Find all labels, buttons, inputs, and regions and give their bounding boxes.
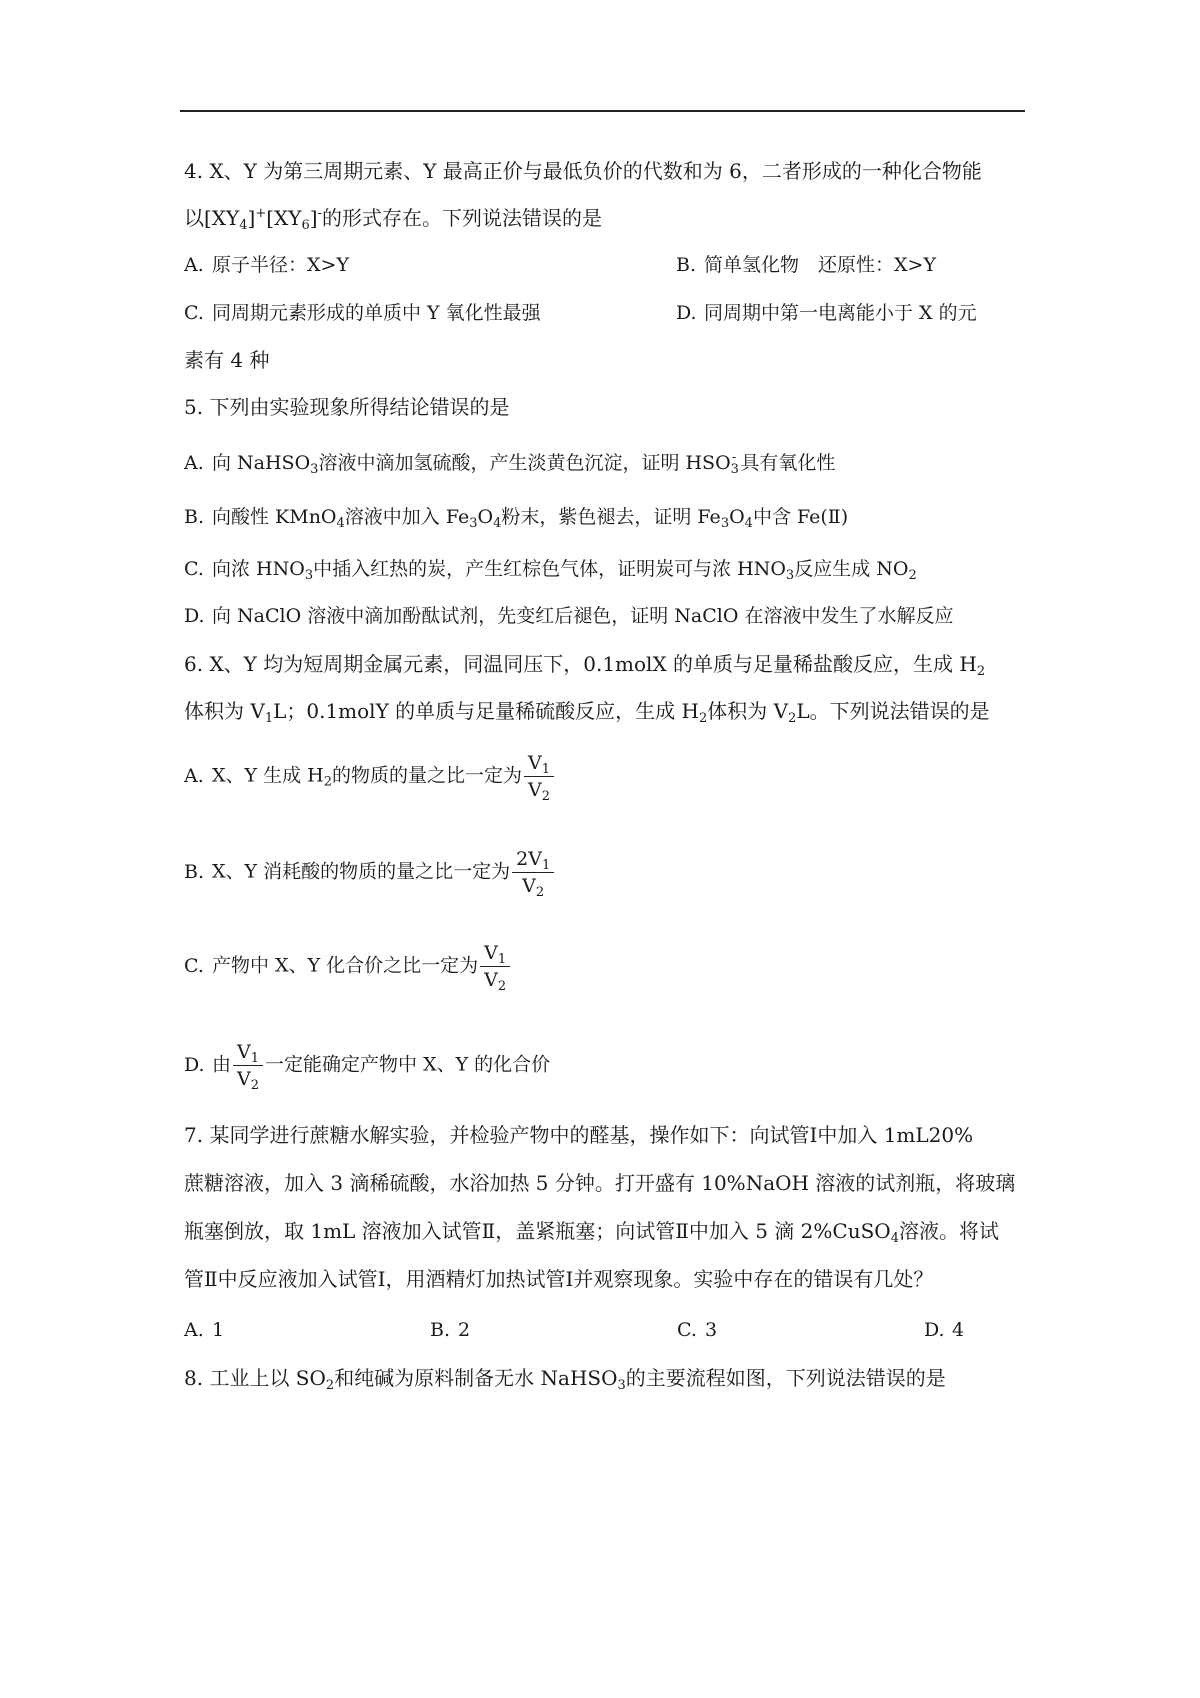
q4-option-c: C. 同周期元素形成的单质中 Y 氧化性最强 bbox=[184, 302, 541, 324]
fraction-v1-over-v2: $\frac{V_1}{V_2}$ bbox=[524, 752, 554, 801]
q7-stem-line1: 7. 某同学进行蔗糖水解实验，并检验产物中的醛基，操作如下：向试管Ⅰ中加入 1mL20% bbox=[184, 1123, 974, 1147]
q5-stem: 5. 下列由实验现象所得结论错误的是 bbox=[184, 395, 510, 419]
q4-stem-line2: 以$[XY_4]^+[XY_6]^-$的形式存在。下列说法错误的是 bbox=[184, 206, 602, 233]
q5-option-d: D. 向 NaClO 溶液中滴加酚酞试剂，先变红后褪色，证明 NaClO 在溶液中发生了水解反应 bbox=[184, 605, 954, 627]
q6-option-c: C. 产物中 X、Y 化合价之比一定为 $\frac{V_1}{V_2}$ bbox=[184, 942, 512, 991]
q7-stem-line2: 蔗糖溶液，加入 3 滴稀硫酸，水浴加热 5 分钟。打开盛有 10%NaOH 溶液的试剂瓶，将玻璃 bbox=[184, 1171, 1016, 1195]
fraction-2v1-over-v2: $\frac{2V_1}{V_2}$ bbox=[512, 848, 554, 897]
q5-option-b: B. 向酸性 KMnO$_4$溶液中加入 $Fe_3O_4$粉末，紫色褪去，证明 $Fe_3O_4$中含 Fe(Ⅱ) bbox=[184, 506, 849, 531]
q6-option-b: B. X、Y 消耗酸的物质的量之比一定为 $\frac{2V_1}{V_2}$ bbox=[184, 848, 556, 897]
q4-stem-line1: 4. X、Y 为第三周期元素、Y 最高正价与最低负价的代数和为 6，二者形成的一种化合物能 bbox=[184, 159, 982, 183]
q5-option-c: C. 向浓 $HNO_3$中插入红热的炭，产生红棕色气体，证明炭可与浓 $HNO_3$反应生成 $NO_2$ bbox=[184, 558, 917, 583]
q5-option-a: A. 向 NaHSO$_3$溶液中滴加氢硫酸，产生淡黄色沉淀，证明 $HSO_3^-$ 具有氧化性 bbox=[184, 450, 836, 477]
q6-option-d: D. 由 $\frac{V_1}{V_2}$ 一定能确定产物中 X、Y 的化合价 bbox=[184, 1041, 551, 1093]
fraction-v1-over-v2: $\frac{V_1}{V_2}$ bbox=[233, 1041, 263, 1090]
q6-stem-line1: 6. X、Y 均为短周期金属元素，同温同压下，0.1molX 的单质与足量稀盐酸反应，生成 $H_2$ bbox=[184, 652, 986, 679]
q4-option-a: A. 原子半径：X>Y bbox=[184, 254, 349, 276]
q7-stem-line3: 瓶塞倒放，取 1mL 溶液加入试管Ⅱ，盖紧瓶塞；向试管Ⅱ中加入 5 滴 2%CuSO$_4$溶液。将试 bbox=[184, 1219, 999, 1246]
q4-option-d: D. 同周期中第一电离能小于 X 的元 bbox=[676, 302, 977, 324]
fraction-v1-over-v2: $\frac{V_1}{V_2}$ bbox=[480, 942, 510, 991]
q7-option-a: A. 1 bbox=[184, 1319, 225, 1341]
header-rule bbox=[180, 110, 1025, 112]
q7-stem-line4: 管Ⅱ中反应液加入试管Ⅰ，用酒精灯加热试管Ⅰ并观察现象。实验中存在的错误有几处？ bbox=[184, 1267, 934, 1291]
q7-option-c: C. 3 bbox=[677, 1319, 718, 1341]
q4-option-b: B. 简单氢化物 还原性：X>Y bbox=[676, 254, 936, 276]
q4-option-d-continued: 素有 4 种 bbox=[184, 348, 270, 372]
q7-option-b: B. 2 bbox=[430, 1319, 471, 1341]
q8-stem: 8. 工业上以 $SO_2$和纯碱为原料制备无水 NaHSO$_3$的主要流程如图，下列说法错误的是 bbox=[184, 1366, 946, 1393]
q7-option-d: D. 4 bbox=[924, 1319, 965, 1341]
q6-option-a: A. X、Y 生成 $H_2$的物质的量之比一定为 $\frac{V_1}{V_2}$ bbox=[184, 752, 556, 801]
q6-stem-line2: 体积为 $V_1L$；0.1molY 的单质与足量稀硫酸反应，生成 $H_2$体积为 $V_2L$。下列说法错误的是 bbox=[184, 699, 990, 726]
